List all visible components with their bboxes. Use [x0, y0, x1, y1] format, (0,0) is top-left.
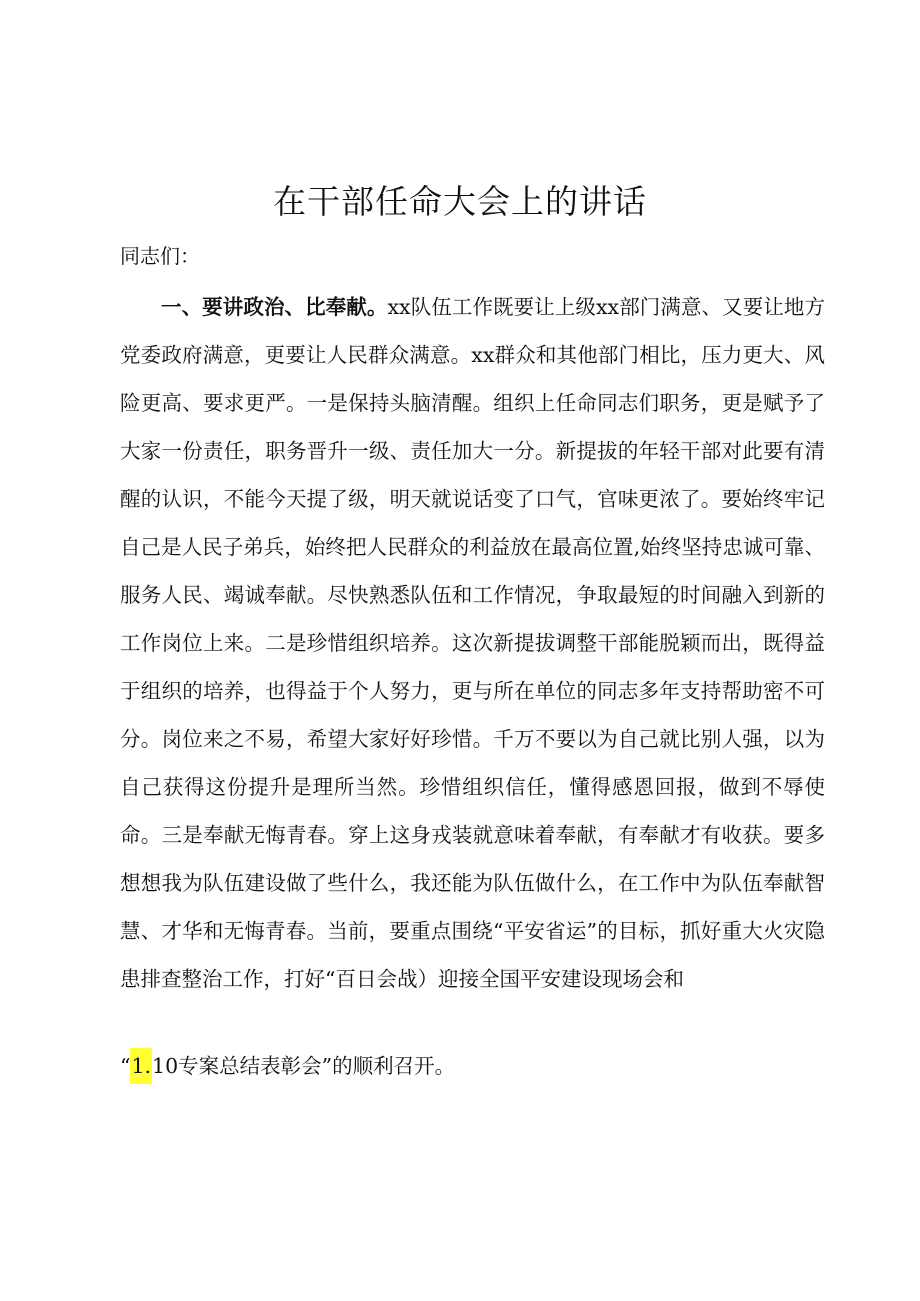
body-paragraph — [120, 283, 825, 1003]
closing-line — [120, 1042, 455, 1090]
salutation: 同志们： — [120, 244, 200, 268]
highlighted-text: 1. — [130, 1048, 152, 1084]
closing-line-text: 10专案总结表彰会”的顺利召开。 — [152, 1054, 456, 1078]
document-title: 在干部任命大会上的讲话 — [273, 182, 647, 221]
open-quote: “ — [120, 1054, 131, 1078]
section-heading: 一、要讲政治、比奉献。 — [161, 295, 388, 319]
paragraph-text: xx队伍工作既要让上级xx部门满意、又要让地方党委政府满意，更要让人民群众满意。xx群众和其他部门相比，压力更大、风险更高、要求更严。一是保持头脑清醒。组织上任命同志们职务，更是赋予了大家一份责任，职务晋升一级、责任加大一分。新提拔的年轻干部对此要有清醒的认识，不能今天提了级，明天就说话变了口气，官味更浓了。要始终牢记自己是人民子弟兵，始终把人民群众的利益放在最高位置,始终坚持忠诚可靠、服务人民、竭诚奉献。尽快熟悉队伍和工作情况，争取最短的时间融入到新的工作岗位上来。二是珍惜组织培养。这次新提拔调整干部能脱颖而出，既得益于组织的培养，也得益于个人努力，更与所在单位的同志多年支持帮助密不可分。岗位来之不易，希望大家好好珍惜。千万不要以为自己就比别人强，以为自己获得这份提升是理所当然。珍惜组织信任，懂得感恩回报，做到不辱使命。三是奉献无悔青春。穿上这身戎装就意味着奉献，有奉献才有收获。要多想想我为队伍建设做了些什么，我还能为队伍做什么，在工作中为队伍奉献智慧、才华和无悔青春。当前，要重点围绕“平安省运”的目标，抓好重大火灾隐患排查整治工作，打好“百日会战）迎接全国平安建设现场会和 — [120, 295, 826, 991]
